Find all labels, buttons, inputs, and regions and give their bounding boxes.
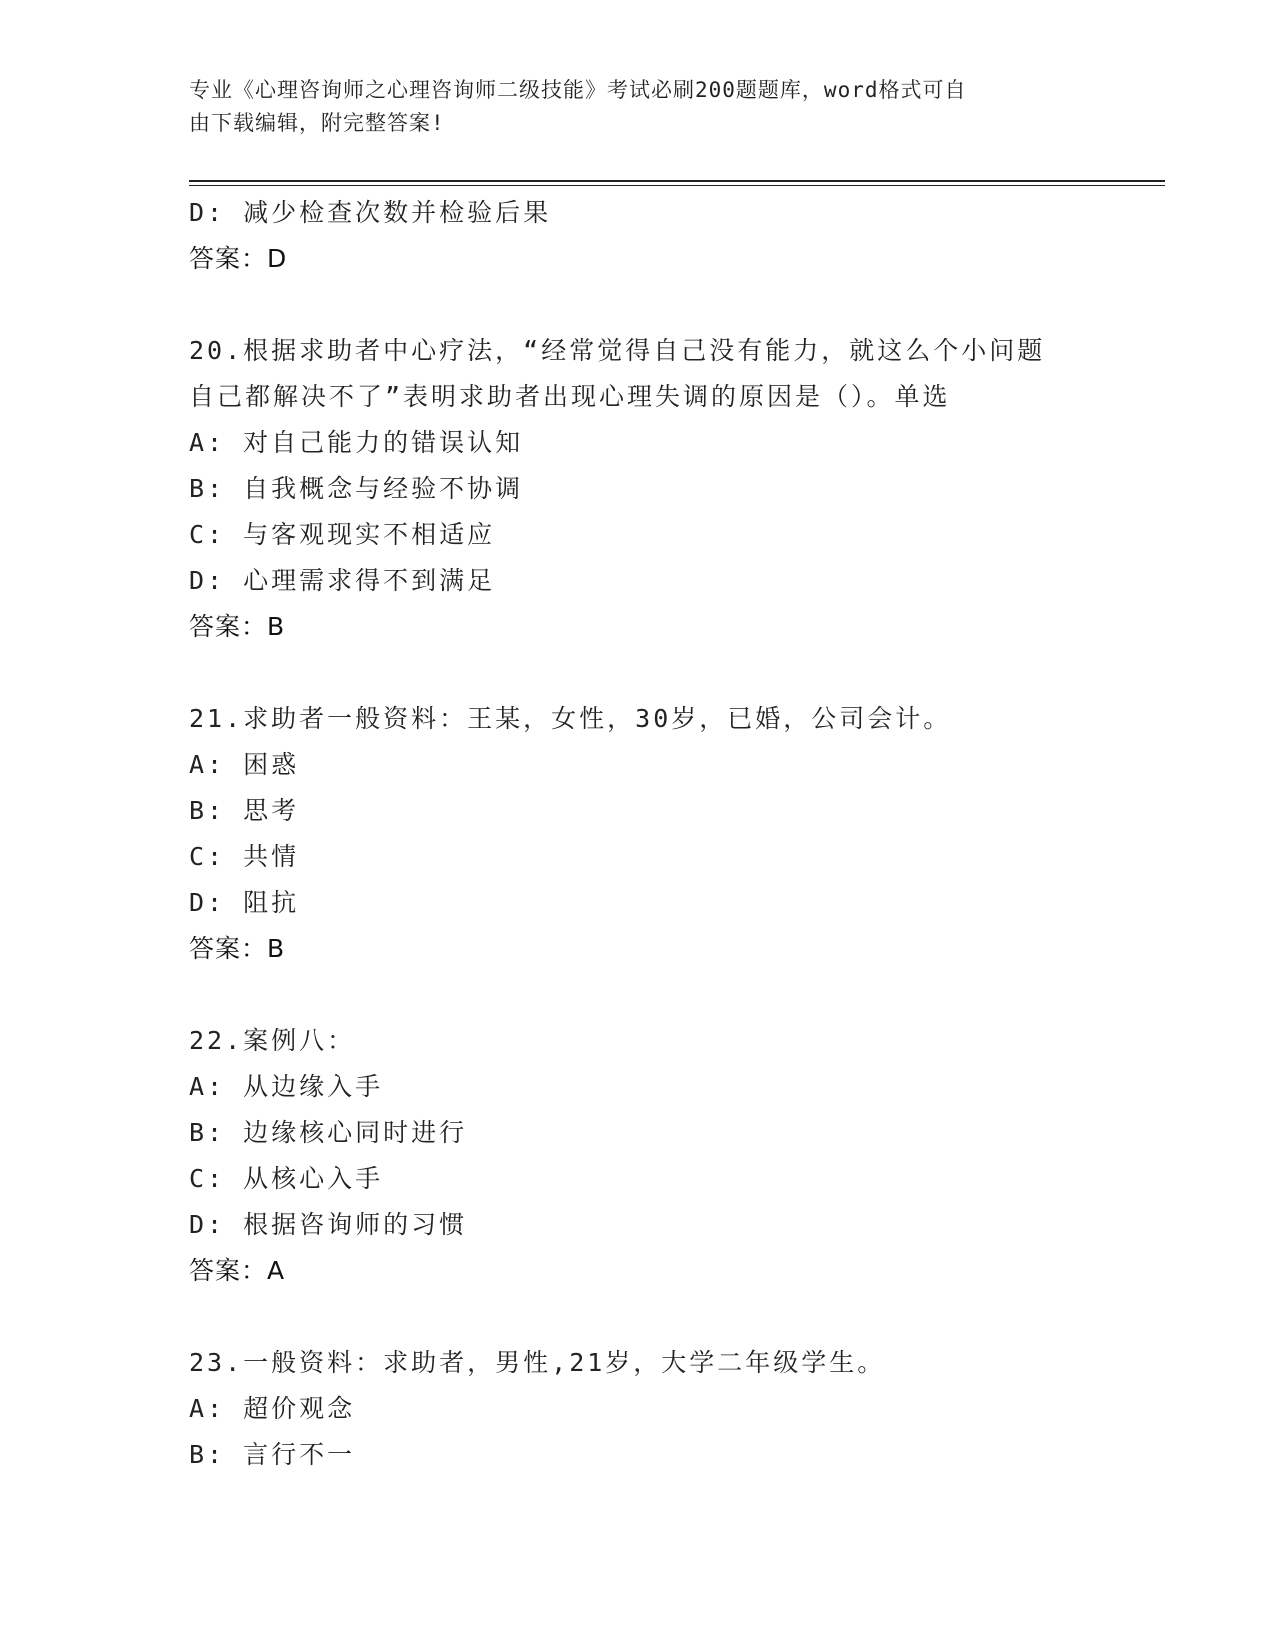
option-b: B: 自我概念与经验不协调 <box>189 474 524 503</box>
question-stem-line: 20.根据求助者中心疗法，“经常觉得自己没有能力，就这么个小问题 <box>189 336 1046 365</box>
option-a: A: 从边缘入手 <box>189 1072 384 1101</box>
option-c: C: 共情 <box>189 842 300 871</box>
spacer <box>189 1294 1109 1340</box>
question-stem-line: 21.求助者一般资料：王某，女性，30岁，已婚，公司会计。 <box>189 704 952 733</box>
answer-line: 答案：B <box>189 934 286 963</box>
question-list <box>189 190 1109 1478</box>
spacer <box>189 972 1109 1018</box>
header-line-1: 专业《心理咨询师之心理咨询师二级技能》考试必刷200题题库，word格式可自 <box>189 78 967 102</box>
spacer <box>189 282 1109 328</box>
option-c: C: 从核心入手 <box>189 1164 384 1193</box>
option-a: A: 超价观念 <box>189 1394 356 1423</box>
question-21 <box>189 696 1109 972</box>
header-divider-thick <box>189 180 1165 182</box>
option-d: D: 根据咨询师的习惯 <box>189 1210 468 1239</box>
answer-line: 答案：B <box>189 612 286 641</box>
option-a: A: 困惑 <box>189 750 300 779</box>
option-b: B: 边缘核心同时进行 <box>189 1118 468 1147</box>
option-b: B: 思考 <box>189 796 300 825</box>
option-a: A: 对自己能力的错误认知 <box>189 428 524 457</box>
question-22 <box>189 1018 1109 1294</box>
answer-line: 答案：A <box>189 1256 286 1285</box>
header-line-2: 由下载编辑，附完整答案! <box>189 111 445 135</box>
option-d: D: 心理需求得不到满足 <box>189 566 496 595</box>
question-stem-line: 自己都解决不了”表明求助者出现心理失调的原因是（）。单选 <box>189 382 951 411</box>
question-20 <box>189 328 1109 650</box>
document-header <box>189 74 1069 140</box>
option-b: B: 言行不一 <box>189 1440 356 1469</box>
header-divider-thin <box>189 185 1165 186</box>
spacer <box>189 650 1109 696</box>
question-23 <box>189 1340 1109 1478</box>
answer-line: 答案：D <box>189 244 288 273</box>
option-d: D: 减少检查次数并检验后果 <box>189 198 552 227</box>
question-stem-line: 22.案例八： <box>189 1026 356 1055</box>
option-c: C: 与客观现实不相适应 <box>189 520 496 549</box>
option-d: D: 阻抗 <box>189 888 300 917</box>
question-stem-line: 23.一般资料：求助者，男性,21岁，大学二年级学生。 <box>189 1348 886 1377</box>
